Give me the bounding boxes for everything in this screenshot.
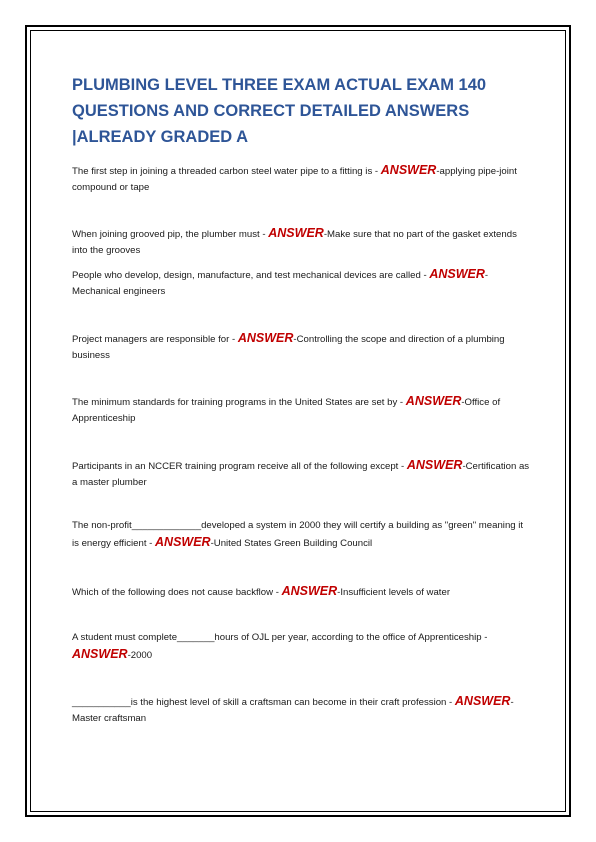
- qa-item-4: [72, 330, 532, 364]
- answer-text: -Certification as a master plumber: [72, 461, 530, 488]
- question-text: When joining grooved pip, the plumber must -: [72, 229, 269, 240]
- answer-text: -Insufficient levels of water: [337, 587, 451, 598]
- answer-text: -United States Green Building Council: [210, 538, 373, 549]
- question-text: The first step in joining a threaded carbon steel water pipe to a fitting is -: [72, 166, 381, 177]
- answer-keyword: ANSWER: [237, 331, 294, 345]
- qa-item-1: [72, 162, 532, 196]
- question-text: People who develop, design, manufacture, and test mechanical devices are called -: [72, 270, 430, 281]
- document-title: PLUMBING LEVEL THREE EXAM ACTUAL EXAM 140 QUESTIONS AND CORRECT DETAILED ANSWERS |ALREADY GRADED A: [72, 76, 487, 146]
- question-text: Which of the following does not cause backflow -: [72, 587, 282, 598]
- answer-keyword: ANSWER: [155, 535, 211, 549]
- answer-keyword: ANSWER: [281, 584, 338, 598]
- answer-keyword: ANSWER: [454, 694, 511, 708]
- answer-keyword: ANSWER: [72, 647, 128, 661]
- qa-item-6: [72, 457, 532, 491]
- qa-item-7: [72, 518, 532, 552]
- qa-item-3: [72, 266, 532, 300]
- qa-item-5: [72, 393, 532, 427]
- question-text: The non-profit_____________developed a system in 2000 they will certify a building as "green" meaning it is energy efficient -: [72, 520, 524, 549]
- qa-item-8: [72, 583, 532, 601]
- answer-text: -Office of Apprenticeship: [72, 397, 501, 424]
- answer-keyword: ANSWER: [268, 226, 324, 240]
- answer-text: -applying pipe-joint compound or tape: [72, 166, 517, 193]
- answer-text: -Master craftsman: [72, 697, 514, 724]
- qa-item-2: [72, 225, 532, 259]
- answer-keyword: ANSWER: [405, 394, 462, 408]
- question-text: Participants in an NCCER training program receive all of the following except -: [72, 461, 407, 472]
- answer-text: -2000: [127, 650, 153, 661]
- question-text: ___________is the highest level of skill a craftsman can become in their craft profession -: [72, 697, 455, 708]
- answer-text: -Mechanical engineers: [72, 270, 489, 297]
- answer-text: -Controlling the scope and direction of a plumbing business: [72, 334, 505, 361]
- answer-keyword: ANSWER: [380, 163, 437, 177]
- answer-keyword: ANSWER: [406, 458, 463, 472]
- question-text: Project managers are responsible for -: [72, 334, 238, 345]
- answer-keyword: ANSWER: [429, 267, 485, 281]
- answer-text: -Make sure that no part of the gasket extends into the grooves: [72, 229, 517, 256]
- qa-item-9: [72, 630, 532, 664]
- question-text: The minimum standards for training programs in the United States are set by -: [72, 397, 406, 408]
- question-text: A student must complete_______hours of OJL per year, according to the office of Apprenticeship -: [72, 632, 488, 643]
- qa-item-10: [72, 693, 532, 727]
